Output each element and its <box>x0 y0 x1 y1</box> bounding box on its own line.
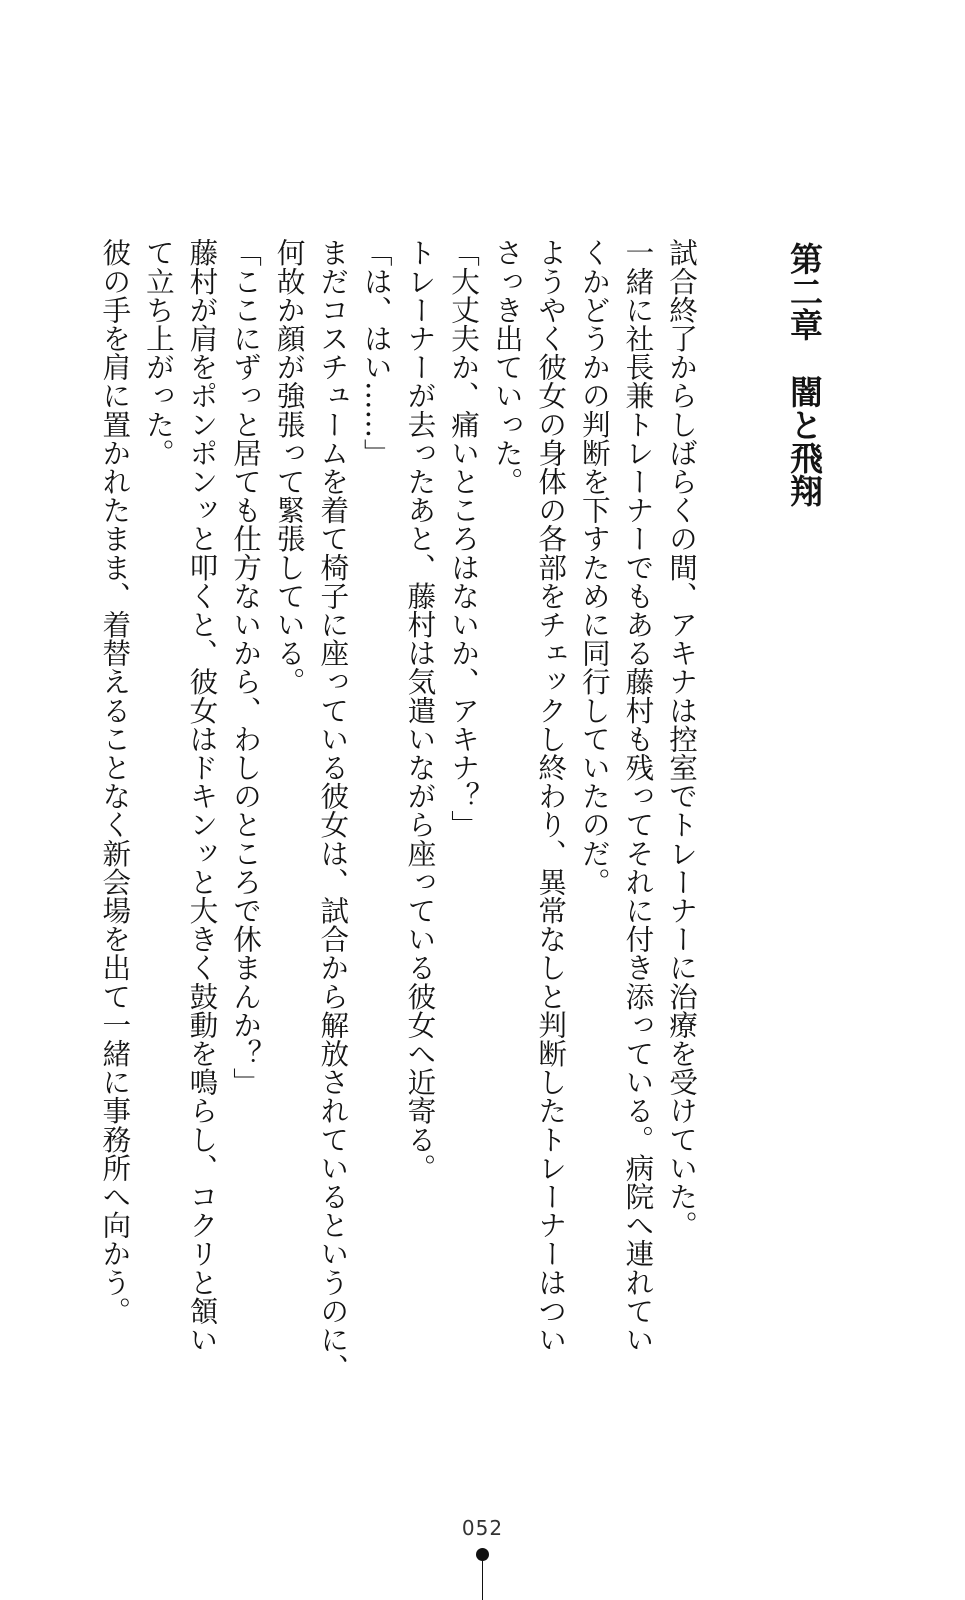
page-marker-line <box>482 1560 483 1600</box>
text-line: 一緒に社長兼トレーナーでもある藤村も残ってそれに付き添っている。病院へ連れてい <box>621 238 656 1354</box>
body-text <box>93 238 703 1382</box>
chapter-number: 第二章 <box>785 242 824 341</box>
text-line: 藤村が肩をポンポンッと叩くと、彼女はドキンッと大きく鼓動を鳴らし、コクリと頷い <box>185 238 220 1354</box>
text-line: くかどうかの判断を下すために同行していたのだ。 <box>577 238 612 896</box>
text-line: トレーナーが去ったあと、藤村は気遣いながら座っている彼女へ近寄る。 <box>403 238 438 1182</box>
text-line: ようやく彼女の身体の各部をチェックし終わり、異常なしと判断したトレーナーはつい <box>534 238 569 1354</box>
text-line: 試合終了からしばらくの間、アキナは控室でトレーナーに治療を受けていた。 <box>665 238 699 1239</box>
text-line: さっき出ていった。 <box>490 238 525 496</box>
text-line: 何故か顔が強張って緊張している。 <box>272 238 307 696</box>
chapter-heading <box>782 242 826 507</box>
text-line: 彼の手を肩に置かれたまま、着替えることなく新会場を出て一緒に事務所へ向かう。 <box>98 238 133 1325</box>
text-line: 「大丈夫か、痛いところはないか、アキナ？」 <box>447 238 482 839</box>
chapter-title: 闇と飛翔 <box>785 375 824 507</box>
text-line: て立ち上がった。 <box>141 238 176 467</box>
text-line: 「ここにずっと居ても仕方ないから、わしのところで休まんか？」 <box>229 238 264 1096</box>
text-line: まだコスチュームを着て椅子に座っている彼女は、試合から解放されているというのに、 <box>316 238 351 1382</box>
text-line: 「は、はい……」 <box>359 238 394 467</box>
page-number: 052 <box>461 1516 504 1540</box>
